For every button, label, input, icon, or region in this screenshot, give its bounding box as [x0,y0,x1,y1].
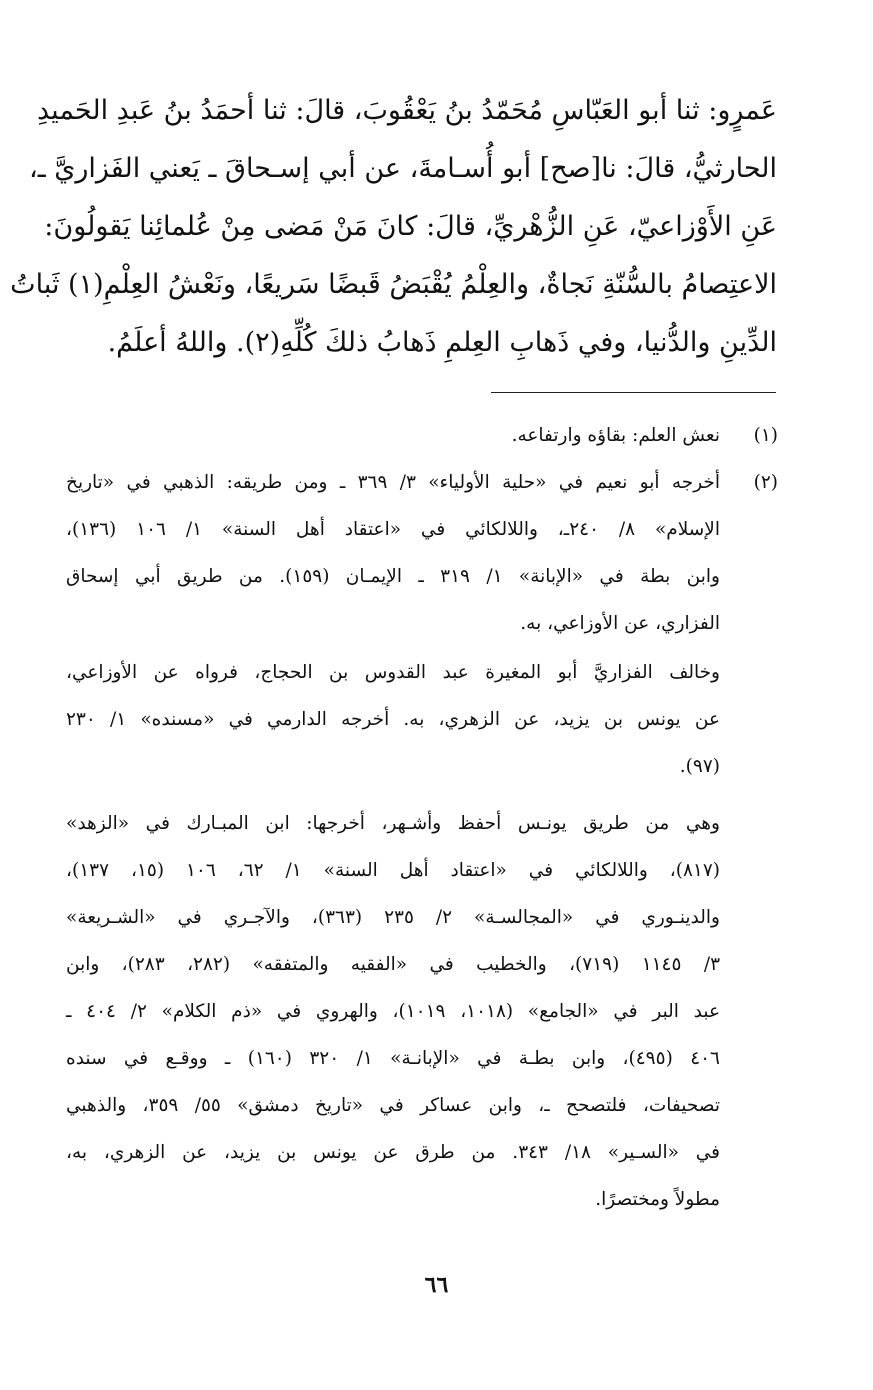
main-text-line: الحارثيُّ، قالَ: نا[صح] أبو أُسـامةَ، عن أبي إسـحاقَ ـ يَعني الفَزاريَّ ـ، [29,153,777,184]
footnote-line: وابن بطة في «الإبانة» ١/ ٣١٩ ـ الإيمـان (١٥٩). من طريق أبي إسحاق [66,566,720,587]
footnote-line: عن يونس بن يزيد، عن الزهري، به. أخرجه الدارمي في «مسنده» ١/ ٢٣٠ [66,709,720,730]
main-text-line: الدِّينِ والدُّنيا، وفي ذَهابِ العِلمِ ذَهابُ ذلكَ كُلِّهِ(٢). واللهُ أعلَمُ. [107,327,777,358]
footnote-line: والدينـوري في «المجالسـة» ٢/ ٢٣٥ (٣٦٣)، والآجـري في «الشـريعة» [66,907,720,928]
footnote-line: ٤٠٦ (٤٩٥)، وابن بطـة في «الإبانـة» ١/ ٣٢٠ (١٦٠) ـ ووقـع في سنده [66,1048,720,1069]
footnote-number: (١) [753,425,778,446]
main-text-line: عَمرٍو: ثنا أبو العَبّاسِ مُحَمّدُ بنُ يَعْقُوبَ، قالَ: ثنا أحمَدُ بنُ عَبدِ الحَميدِ [37,95,777,126]
footnote-line: (٩٧). [679,756,720,777]
footnote [66,459,778,1223]
footnote-line: مطولاً ومختصرًا. [595,1189,720,1210]
footnote-separator [491,392,776,393]
footnote-paragraph [66,459,720,647]
footnote-line: الفزاري، عن الأوزاعي، به. [520,613,720,634]
footnote-line: وخالف الفزاريَّ أبو المغيرة عبد القدوس بن الحجاج، فرواه عن الأوزاعي، [66,662,720,683]
main-text-block [10,82,777,372]
footnote-line: الإسلام» ٨/ ٢٤٠ـ، واللالكائي في «اعتقاد أهل السنة» ١/ ١٠٦ (١٣٦)، [66,519,720,540]
footnote-paragraph [66,800,720,1223]
page-number: ٦٦ [424,1272,449,1298]
footnote-line: في «السـير» ١٨/ ٣٤٣. من طرق عن يونس بن يزيد، عن الزهري، به، [66,1142,721,1163]
footnote-body [66,459,720,1223]
footnote-body [66,412,720,459]
main-text-line: عَنِ الأَوْزاعيّ، عَنِ الزُّهْريِّ، قالَ: كانَ مَنْ مَضى مِنْ عُلمائِنا يَقولُونَ: [44,211,777,242]
footnote-line: أخرجه أبو نعيم في «حلية الأولياء» ٣/ ٣٦٩ ـ ومن طريقه: الذهبي في «تاريخ [66,472,720,493]
footnote-line: وهي من طريق يونـس أحفظ وأشـهر، أخرجها: ابن المبـارك في «الزهد» [66,813,720,834]
footnote-line: ٣/ ١١٤٥ (٧١٩)، والخطيب في «الفقيه والمتفقه» (٢٨٢، ٢٨٣)، وابن [66,954,720,975]
footnote-line: نعش العلم: بقاؤه وارتفاعه. [511,425,720,446]
footnote-line: تصحيفات، فلتصحح ـ، وابن عساكر في «تاريخ دمشق» ٥٥/ ٣٥٩، والذهبي [66,1095,720,1116]
footnotes-block [66,412,778,1223]
main-text-line: الاعتِصامُ بالسُّنّةِ نَجاةٌ، والعِلْمُ يُقْبَضُ قَبضًا سَريعًا، ونَعْشُ العِلْمِ(١) ثَباتُ [10,269,777,300]
footnote-paragraph [66,649,720,790]
footnote-number: (٢) [753,472,778,493]
footnote-line: عبد البر في «الجامع» (١٠١٨، ١٠١٩)، والهروي في «ذم الكلام» ٢/ ٤٠٤ ـ [66,1001,720,1022]
footnote [66,412,778,459]
footnote-paragraph [66,412,720,459]
footnote-line: (٨١٧)، واللالكائي في «اعتقاد أهل السنة» ١/ ٦٢، ١٠٦ (١٥، ١٣٧)، [66,860,720,881]
